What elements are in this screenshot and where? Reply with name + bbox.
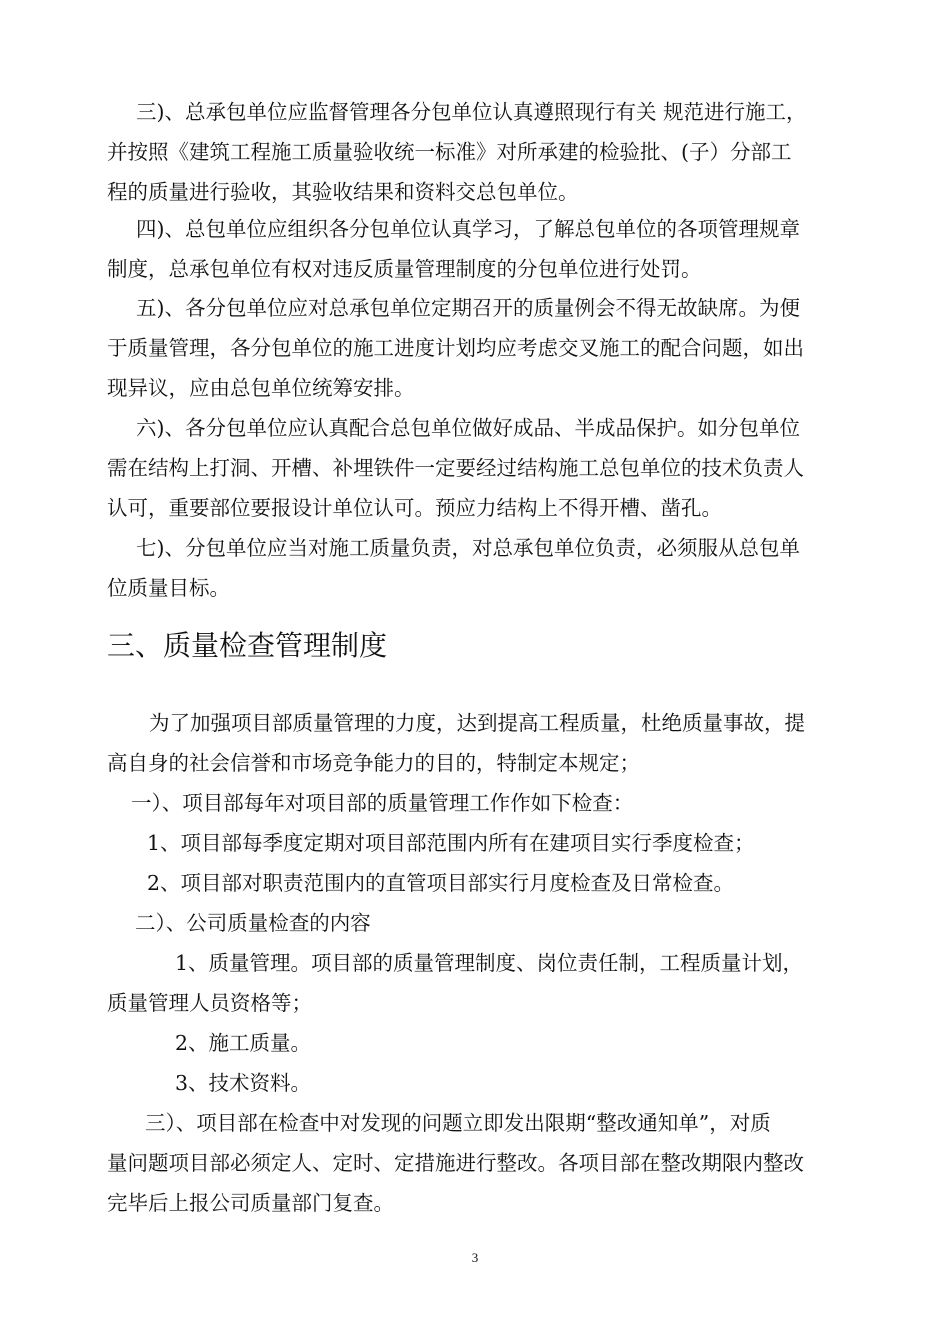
list-heading-2 <box>107 903 859 943</box>
text-line: 1、项目部每季度定期对项目部范围内所有在建项目实行季度检查； <box>147 831 755 855</box>
paragraph-item-3 <box>107 92 859 212</box>
text-line: 认可，重要部位要报设计单位认可。预应力结构上不得开槽、凿孔。 <box>107 496 722 520</box>
text-line: 程的质量进行验收，其验收结果和资料交总包单位。 <box>107 180 579 204</box>
text-line: 现异议，应由总包单位统筹安排。 <box>107 376 415 400</box>
section-heading: 三、质量检查管理制度 <box>107 629 388 662</box>
text-line: 2、施工质量。 <box>175 1031 312 1055</box>
text-line: 为了加强项目部质量管理的力度，达到提高工程质量，杜绝质量事故，提 <box>149 711 805 735</box>
list-item <box>107 863 859 903</box>
text-line: 高自身的社会信誉和市场竞争能力的目的，特制定本规定； <box>107 751 640 775</box>
text-line: 一）、项目部每年对项目部的质量管理工作作如下检查： <box>131 791 634 815</box>
text-line: 三）、项目部在检查中对发现的问题立即发出限期“整改通知单”，对质 <box>145 1111 771 1135</box>
text-line: 位质量目标。 <box>107 576 230 600</box>
text-line: 二）、公司质量检查的内容 <box>135 911 371 935</box>
text-line: 制度，总承包单位有权对违反质量管理制度的分包单位进行处罚。 <box>107 257 702 281</box>
text-line: 量问题项目部必须定人、定时、定措施进行整改。各项目部在整改期限内整改 <box>107 1151 804 1175</box>
text-line: 七)、分包单位应当对施工质量负责，对总承包单位负责，必须服从总包单 <box>136 536 800 560</box>
page-number: 3 <box>471 1250 479 1265</box>
text-line: 2、项目部对职责范围内的直管项目部实行月度检查及日常检查。 <box>147 871 735 895</box>
text-line: 质量管理人员资格等； <box>107 991 312 1015</box>
list-item <box>107 943 859 1023</box>
list-heading-3 <box>107 1103 859 1223</box>
text-line: 3、技术资料。 <box>175 1071 312 1095</box>
list-item <box>107 1063 859 1103</box>
text-line: 五)、各分包单位应对总承包单位定期召开的质量例会不得无故缺席。为便 <box>136 296 800 320</box>
text-line: 三)、总承包单位应监督管理各分包单位认真遵照现行有关 规范进行施工， <box>136 100 807 124</box>
list-heading-1 <box>107 783 859 823</box>
text-line: 需在结构上打洞、开槽、补埋铁件一定要经过结构施工总包单位的技术负责人 <box>107 456 804 480</box>
list-item <box>107 1023 859 1063</box>
paragraph-item-6 <box>107 408 859 528</box>
intro-paragraph <box>107 703 859 783</box>
paragraph-item-4 <box>107 209 859 289</box>
text-line: 完毕后上报公司质量部门复查。 <box>107 1191 394 1215</box>
paragraph-item-7 <box>107 528 859 608</box>
text-line: 四)、总包单位应组织各分包单位认真学习，了解总包单位的各项管理规章 <box>136 217 800 241</box>
paragraph-item-5 <box>107 288 859 408</box>
text-line: 于质量管理，各分包单位的施工进度计划均应考虑交叉施工的配合问题，如出 <box>107 336 804 360</box>
text-line: 六)、各分包单位应认真配合总包单位做好成品、半成品保护。如分包单位 <box>136 416 800 440</box>
text-line: 1、质量管理。项目部的质量管理制度、岗位责任制，工程质量计划， <box>175 951 804 975</box>
text-line: 并按照《建筑工程施工质量验收统一标准》对所承建的检验批、(子）分部工 <box>107 140 792 164</box>
list-item <box>107 823 859 863</box>
